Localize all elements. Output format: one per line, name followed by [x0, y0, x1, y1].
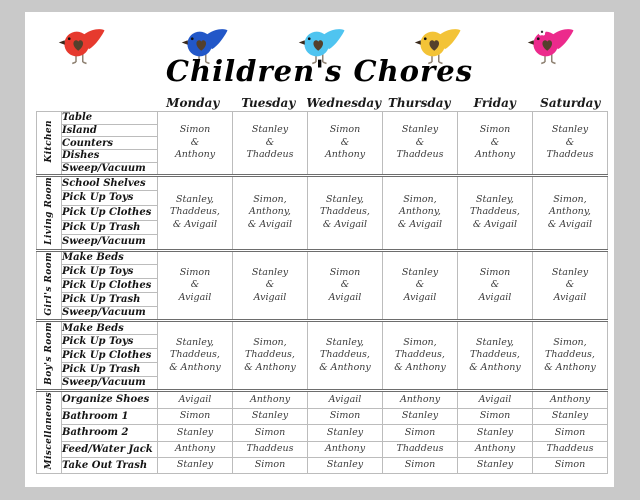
task-label: School Shelves: [62, 175, 158, 190]
category-text: Girl's Room: [44, 251, 54, 316]
assignment-cell: Simon: [158, 408, 233, 424]
assignment-cell: Anthony: [458, 441, 533, 457]
category-label: [37, 321, 62, 391]
assignment-cell: Stanley & Avigail: [533, 250, 608, 321]
assignment-cell: Simon: [533, 425, 608, 441]
category-label: [37, 390, 62, 473]
assignment-cell: Simon & Avigail: [158, 250, 233, 321]
assignment-cell: Stanley, Thaddeus, & Anthony: [308, 321, 383, 391]
task-label: Sweep/Vacuum: [62, 376, 158, 390]
assignment-cell: Stanley: [158, 457, 233, 473]
assignment-cell: Stanley, Thaddeus, & Anthony: [158, 321, 233, 391]
task-label: Pick Up Trash: [62, 220, 158, 235]
task-label: Bathroom 1: [62, 408, 158, 424]
assignment-cell: Stanley & Thaddeus: [533, 112, 608, 176]
table-row: [37, 112, 608, 125]
chores-table: [36, 111, 608, 474]
table-row: [37, 390, 608, 408]
task-label: Feed/Water Jack: [62, 441, 158, 457]
task-label: Take Out Trash: [62, 457, 158, 473]
chores-table-wrap: [36, 111, 608, 474]
assignment-cell: Stanley: [458, 457, 533, 473]
task-label: Make Beds: [62, 321, 158, 335]
table-row: [37, 250, 608, 264]
assignment-cell: Simon & Anthony: [458, 112, 533, 176]
assignment-cell: Stanley, Thaddeus, & Avigail: [308, 175, 383, 250]
assignment-cell: Simon & Avigail: [458, 250, 533, 321]
assignment-cell: Simon & Anthony: [158, 112, 233, 176]
assignment-cell: Stanley: [383, 408, 458, 424]
assignment-cell: Anthony: [533, 390, 608, 408]
assignment-cell: Anthony: [308, 441, 383, 457]
task-label: Sweep/Vacuum: [62, 306, 158, 320]
assignment-cell: Stanley, Thaddeus, & Anthony: [458, 321, 533, 391]
chore-chart-page: [25, 12, 614, 487]
task-label: Make Beds: [62, 250, 158, 264]
assignment-cell: Simon: [533, 457, 608, 473]
category-text: Miscellaneous: [44, 391, 54, 470]
assignment-cell: Stanley, Thaddeus, & Avigail: [458, 175, 533, 250]
assignment-cell: Simon, Anthony, & Avigail: [233, 175, 308, 250]
task-label: Pick Up Toys: [62, 190, 158, 205]
task-label: Counters: [62, 137, 158, 150]
assignment-cell: Stanley & Avigail: [383, 250, 458, 321]
assignment-cell: Avigail: [308, 390, 383, 408]
table-row: [37, 441, 608, 457]
task-label: Pick Up Trash: [62, 292, 158, 306]
table-row: [37, 175, 608, 190]
assignment-cell: Anthony: [158, 441, 233, 457]
day-header: Wednesday: [306, 96, 382, 110]
table-row: [37, 321, 608, 335]
task-label: Table: [62, 112, 158, 125]
assignment-cell: Simon: [383, 425, 458, 441]
task-label: Bathroom 2: [62, 425, 158, 441]
assignment-cell: Thaddeus: [533, 441, 608, 457]
category-text: Boy's Room: [44, 322, 54, 385]
assignment-cell: Thaddeus: [383, 441, 458, 457]
category-label: [37, 112, 62, 176]
task-label: Pick Up Trash: [62, 362, 158, 376]
assignment-cell: Simon & Anthony: [308, 112, 383, 176]
task-label: Organize Shoes: [62, 390, 158, 408]
assignment-cell: Simon: [458, 408, 533, 424]
category-label: [37, 175, 62, 250]
task-label: Pick Up Toys: [62, 335, 158, 349]
assignment-cell: Stanley: [308, 457, 383, 473]
assignment-cell: Simon, Anthony, & Avigail: [383, 175, 458, 250]
day-header: Friday: [473, 96, 516, 110]
category-label: [37, 250, 62, 321]
assignment-cell: Stanley & Avigail: [233, 250, 308, 321]
table-row: [37, 425, 608, 441]
assignment-cell: Simon, Thaddeus, & Anthony: [383, 321, 458, 391]
category-text: Living Room: [44, 176, 54, 245]
day-header: Thursday: [387, 96, 451, 110]
assignment-cell: Anthony: [383, 390, 458, 408]
assignment-cell: Stanley & Thaddeus: [233, 112, 308, 176]
flower-icon: [538, 28, 546, 35]
assignment-cell: Simon, Anthony, & Avigail: [533, 175, 608, 250]
assignment-cell: Stanley: [533, 408, 608, 424]
assignment-cell: Thaddeus: [233, 441, 308, 457]
assignment-cell: Stanley, Thaddeus, & Avigail: [158, 175, 233, 250]
category-text: Kitchen: [44, 119, 54, 163]
assignment-cell: Stanley & Thaddeus: [383, 112, 458, 176]
page-title: Children's Chores: [165, 54, 474, 88]
task-label: Island: [62, 124, 158, 137]
assignment-cell: Simon, Thaddeus, & Anthony: [533, 321, 608, 391]
assignment-cell: Stanley: [233, 408, 308, 424]
task-label: Sweep/Vacuum: [62, 235, 158, 250]
day-header: Monday: [166, 96, 220, 110]
assignment-cell: Simon: [233, 457, 308, 473]
task-label: Sweep/Vacuum: [62, 162, 158, 175]
assignment-cell: Avigail: [458, 390, 533, 408]
task-label: Pick Up Clothes: [62, 205, 158, 220]
assignment-cell: Simon, Thaddeus, & Anthony: [233, 321, 308, 391]
assignment-cell: Simon: [383, 457, 458, 473]
task-label: Dishes: [62, 150, 158, 163]
task-label: Pick Up Clothes: [62, 349, 158, 363]
day-header-row: [155, 96, 608, 110]
task-label: Pick Up Toys: [62, 264, 158, 278]
assignment-cell: Simon & Avigail: [308, 250, 383, 321]
assignment-cell: Simon: [233, 425, 308, 441]
assignment-cell: Simon: [308, 408, 383, 424]
day-header: Saturday: [540, 96, 601, 110]
day-header: Tuesday: [241, 96, 296, 110]
assignment-cell: Stanley: [458, 425, 533, 441]
assignment-cell: Stanley: [308, 425, 383, 441]
assignment-cell: Anthony: [233, 390, 308, 408]
task-label: Pick Up Clothes: [62, 278, 158, 292]
table-row: [37, 457, 608, 473]
table-row: [37, 408, 608, 424]
assignment-cell: Avigail: [158, 390, 233, 408]
assignment-cell: Stanley: [158, 425, 233, 441]
